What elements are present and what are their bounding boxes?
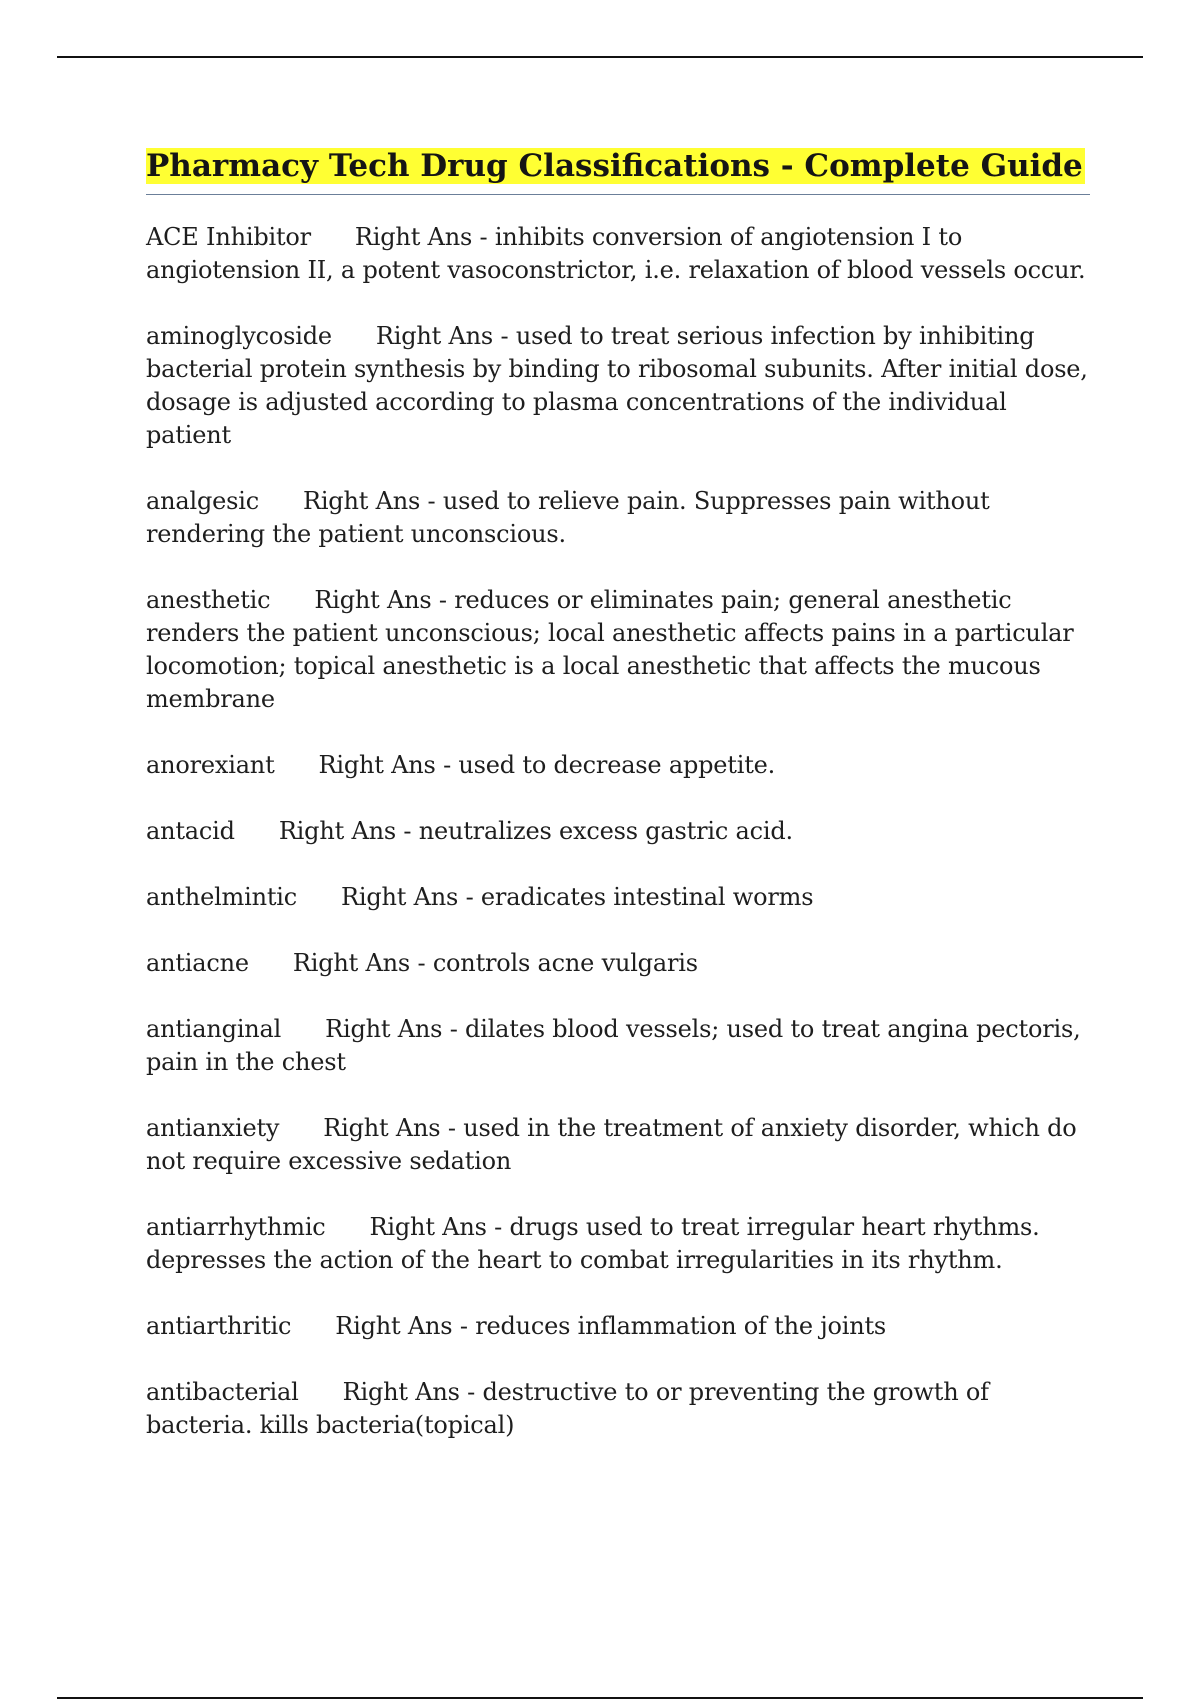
- list-item: [146, 1211, 1090, 1277]
- entry-answer: Right Ans - used to decrease appetite.: [318, 751, 776, 779]
- entry-answer: Right Ans - inhibits conversion of angiotension I to angiotension II, a potent vasoconstrictor, i.e. relaxation of blood vessels occur.: [146, 223, 1086, 284]
- list-item: [146, 1376, 1090, 1442]
- entry-term: antiarrhythmic: [146, 1213, 326, 1241]
- entry-term: antianxiety: [146, 1114, 280, 1142]
- entry-answer: Right Ans - controls acne vulgaris: [292, 949, 698, 977]
- list-item: [146, 947, 1090, 980]
- list-item: [146, 320, 1090, 452]
- list-item: [146, 584, 1090, 716]
- list-item: [146, 881, 1090, 914]
- entry-answer: Right Ans - dilates blood vessels; used to treat angina pectoris, pain in the chest: [146, 1015, 1081, 1076]
- bottom-rule: [57, 1697, 1143, 1699]
- list-item: [146, 221, 1090, 287]
- document-title: Pharmacy Tech Drug Classifications - Complete Guide: [146, 148, 1083, 184]
- entry-term: anesthetic: [146, 586, 271, 614]
- entry-term: antiacne: [146, 949, 249, 977]
- list-item: [146, 1310, 1090, 1343]
- list-item: [146, 749, 1090, 782]
- entry-term: aminoglycoside: [146, 322, 332, 350]
- title-block: [146, 144, 1090, 195]
- entry-answer: Right Ans - drugs used to treat irregular heart rhythms. depresses the action of the heart to combat irregularities in its rhythm.: [146, 1213, 1040, 1274]
- list-item: [146, 485, 1090, 551]
- document-body: [146, 144, 1090, 1475]
- entry-answer: Right Ans - neutralizes excess gastric acid.: [278, 817, 793, 845]
- entry-answer: Right Ans - eradicates intestinal worms: [341, 883, 814, 911]
- entry-term: antibacterial: [146, 1378, 299, 1406]
- entry-term: antiarthritic: [146, 1312, 292, 1340]
- entry-term: ACE Inhibitor: [146, 223, 311, 251]
- entry-list: [146, 221, 1090, 1442]
- entry-answer: Right Ans - used in the treatment of anxiety disorder, which do not require excessive sedation: [146, 1114, 1077, 1175]
- entry-term: anthelmintic: [146, 883, 297, 911]
- entry-answer: Right Ans - reduces inflammation of the joints: [335, 1312, 887, 1340]
- entry-term: anorexiant: [146, 751, 275, 779]
- entry-term: antianginal: [146, 1015, 282, 1043]
- list-item: [146, 1013, 1090, 1079]
- entry-term: antacid: [146, 817, 235, 845]
- entry-answer: Right Ans - reduces or eliminates pain; general anesthetic renders the patient unconscious; local anesthetic affects pains in a particular locomotion; topical anesthetic is a local anesthetic that affects the mucous membrane: [146, 586, 1074, 713]
- entry-answer: Right Ans - destructive to or preventing the growth of bacteria. kills bacteria(topical): [146, 1378, 989, 1439]
- entry-answer: Right Ans - used to treat serious infection by inhibiting bacterial protein synthesis by binding to ribosomal subunits. After initial dose, dosage is adjusted according to plasma concentrations of the individual patient: [146, 322, 1088, 449]
- entry-answer: Right Ans - used to relieve pain. Suppresses pain without rendering the patient unconscious.: [146, 487, 990, 548]
- list-item: [146, 815, 1090, 848]
- list-item: [146, 1112, 1090, 1178]
- top-rule: [57, 56, 1143, 58]
- entry-term: analgesic: [146, 487, 259, 515]
